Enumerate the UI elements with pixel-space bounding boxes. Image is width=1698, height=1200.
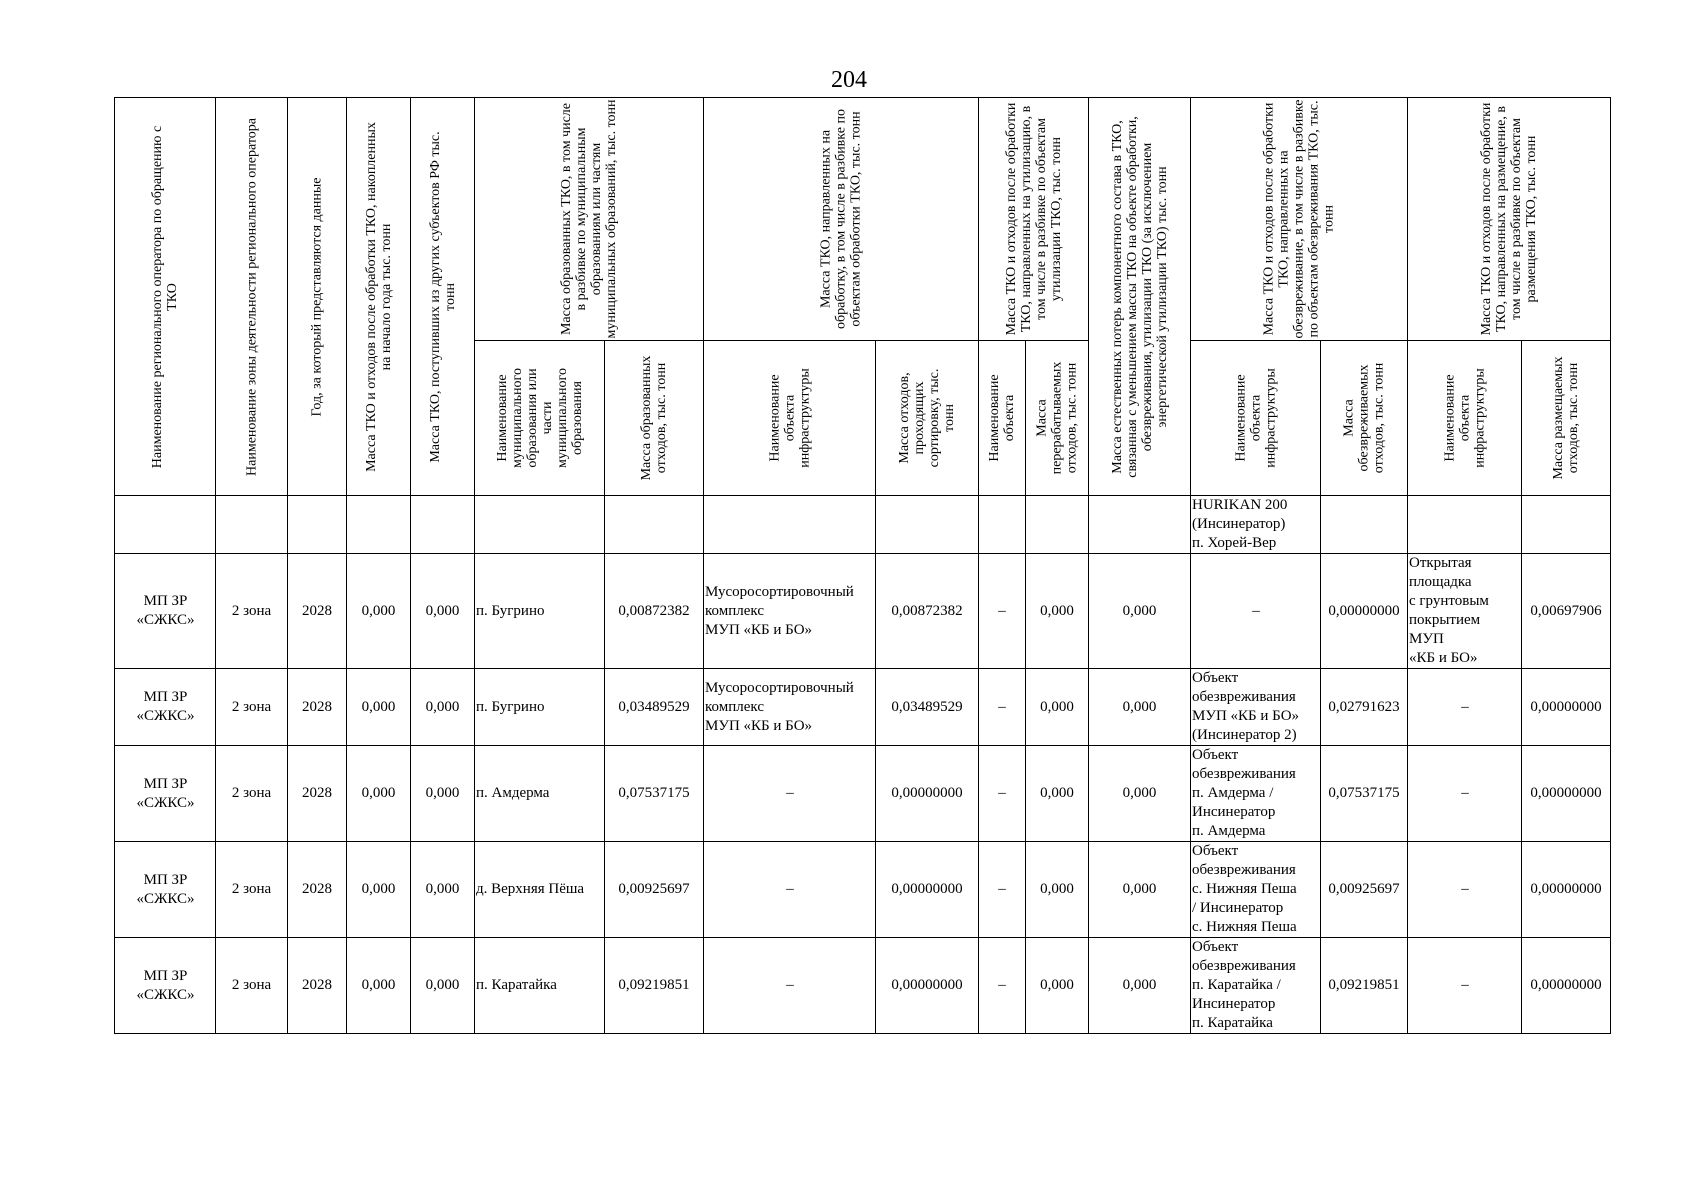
cell-from-regions: 0,000 <box>411 669 475 746</box>
cell-losses: 0,000 <box>1089 938 1191 1034</box>
table-row <box>115 669 1611 746</box>
cell-from-regions: 0,000 <box>411 554 475 669</box>
continuation-row <box>115 496 1611 554</box>
cell-accumulated: 0,000 <box>347 938 411 1034</box>
cell-from-regions: 0,000 <box>411 938 475 1034</box>
header-processing-mass: Масса отходов, проходящих сортировку, тыс. тонн <box>876 341 979 496</box>
cell-utilization-name: – <box>979 938 1026 1034</box>
cell-zone: 2 зона <box>216 938 288 1034</box>
table-row <box>115 842 1611 938</box>
cell-utilization-mass: 0,000 <box>1026 746 1089 842</box>
cell-disposal-mass: 0,00000000 <box>1522 746 1611 842</box>
header-processing-name: Наименование объекта инфраструктуры <box>704 341 876 496</box>
cell-losses: 0,000 <box>1089 554 1191 669</box>
cell-neutralization-mass: 0,00925697 <box>1321 842 1408 938</box>
cell-neutralization-mass: 0,02791623 <box>1321 669 1408 746</box>
cell-accumulated: 0,000 <box>347 842 411 938</box>
header-losses: Масса естественных потерь компонентного состава в ТКО, связанная с уменьшением массы ТКО на объекте обработки, обезвреживания, утилизации ТКО (за исключением энергетической утилизации ТКО) тыс. тонн <box>1089 98 1191 496</box>
cell-utilization-name: – <box>979 746 1026 842</box>
header-processing: Масса ТКО, направленных на обработку, в том числе в разбивке по объектам обработки ТКО, тыс. тонн <box>704 98 979 341</box>
cell-disposal-name: – <box>1408 938 1522 1034</box>
cell-settlement: д. Верхняя Пёша <box>475 842 605 938</box>
cell-neutralization-name: Объект обезвреживания п. Каратайка / Инсинератор п. Каратайка <box>1191 938 1321 1034</box>
header-formed: Масса образованных ТКО, в том числе в разбивке по муниципальным образованиям или частям муниципальных образований, тыс. тонн <box>475 98 704 341</box>
cell-zone: 2 зона <box>216 669 288 746</box>
cell-disposal-mass: 0,00000000 <box>1522 669 1611 746</box>
cell-losses: 0,000 <box>1089 842 1191 938</box>
header-neutralization: Масса ТКО и отходов после обработки ТКО, направленных на обезвреживание, в том числе в разбивке по объектам обезвреживания ТКО, тыс. тонн <box>1191 98 1408 341</box>
cell-disposal-name: – <box>1408 746 1522 842</box>
cell-from-regions: 0,000 <box>411 746 475 842</box>
cell-formed-mass: 0,00872382 <box>605 554 704 669</box>
header-formed-mass: Масса образованных отходов, тыс. тонн <box>605 341 704 496</box>
cell-zone: 2 зона <box>216 746 288 842</box>
cell-utilization-name: – <box>979 554 1026 669</box>
cell-formed-mass: 0,03489529 <box>605 669 704 746</box>
waste-flow-table <box>114 97 1611 1034</box>
cell-operator: МП ЗР «СЖКС» <box>115 842 216 938</box>
table-row <box>115 938 1611 1034</box>
header-zone: Наименование зоны деятельности регионального оператора <box>216 98 288 496</box>
cell-disposal-name: Открытая площадка с грунтовым покрытием МУП «КБ и БО» <box>1408 554 1522 669</box>
cell-settlement: п. Бугрино <box>475 669 605 746</box>
cell-year: 2028 <box>288 554 347 669</box>
cell-processing-mass: 0,00000000 <box>876 842 979 938</box>
cell-processing-name: – <box>704 938 876 1034</box>
cell-processing-mass: 0,00872382 <box>876 554 979 669</box>
cell-disposal-mass: 0,00000000 <box>1522 938 1611 1034</box>
cell-processing-name: – <box>704 746 876 842</box>
cell-processing-mass: 0,03489529 <box>876 669 979 746</box>
header-accumulated: Масса ТКО и отходов после обработки ТКО, накопленных на начало года тыс. тонн <box>347 98 411 496</box>
cell-operator: МП ЗР «СЖКС» <box>115 938 216 1034</box>
cell-year: 2028 <box>288 746 347 842</box>
cell-processing-name: – <box>704 842 876 938</box>
cell-formed-mass: 0,09219851 <box>605 938 704 1034</box>
cell-neutralization-name: Объект обезвреживания с. Нижняя Пеша / Инсинератор с. Нижняя Пеша <box>1191 842 1321 938</box>
cell-losses: 0,000 <box>1089 746 1191 842</box>
cell-year: 2028 <box>288 842 347 938</box>
header-neutralization-name: Наименование объекта инфраструктуры <box>1191 341 1321 496</box>
header-disposal: Масса ТКО и отходов после обработки ТКО, направленных на размещение, в том числе в разбивке по объектам размещения ТКО, тыс. тонн <box>1408 98 1611 341</box>
continuation-neutralization-name: HURIKAN 200 (Инсинератор) п. Хорей-Вер <box>1191 496 1321 554</box>
cell-operator: МП ЗР «СЖКС» <box>115 554 216 669</box>
cell-disposal-name: – <box>1408 842 1522 938</box>
header-formed-name: Наименование муниципального образования или части муниципального образования <box>475 341 605 496</box>
cell-disposal-mass: 0,00697906 <box>1522 554 1611 669</box>
cell-utilization-name: – <box>979 669 1026 746</box>
cell-formed-mass: 0,00925697 <box>605 842 704 938</box>
cell-neutralization-mass: 0,09219851 <box>1321 938 1408 1034</box>
cell-processing-mass: 0,00000000 <box>876 938 979 1034</box>
cell-accumulated: 0,000 <box>347 746 411 842</box>
header-utilization: Масса ТКО и отходов после обработки ТКО, направленных на утилизацию, в том числе в разбивке по объектам утилизации ТКО, тыс. тонн <box>979 98 1089 341</box>
cell-neutralization-name: – <box>1191 554 1321 669</box>
header-utilization-mass: Масса перерабатываемых отходов, тыс. тонн <box>1026 341 1089 496</box>
header-from-regions: Масса ТКО, поступивших из других субъектов РФ тыс. тонн <box>411 98 475 496</box>
cell-disposal-mass: 0,00000000 <box>1522 842 1611 938</box>
cell-zone: 2 зона <box>216 842 288 938</box>
cell-accumulated: 0,000 <box>347 554 411 669</box>
cell-operator: МП ЗР «СЖКС» <box>115 669 216 746</box>
cell-utilization-name: – <box>979 842 1026 938</box>
header-disposal-mass: Масса размещаемых отходов, тыс. тонн <box>1522 341 1611 496</box>
cell-processing-name: Мусоросортировочный комплекс МУП «КБ и БО» <box>704 554 876 669</box>
header-operator: Наименование регионального оператора по обращению с ТКО <box>115 98 216 496</box>
cell-neutralization-mass: 0,00000000 <box>1321 554 1408 669</box>
cell-losses: 0,000 <box>1089 669 1191 746</box>
cell-neutralization-name: Объект обезвреживания МУП «КБ и БО» (Инсинератор 2) <box>1191 669 1321 746</box>
cell-settlement: п. Каратайка <box>475 938 605 1034</box>
table-row <box>115 746 1611 842</box>
cell-neutralization-mass: 0,07537175 <box>1321 746 1408 842</box>
header-neutralization-mass: Масса обезвреживаемых отходов, тыс. тонн <box>1321 341 1408 496</box>
cell-utilization-mass: 0,000 <box>1026 938 1089 1034</box>
cell-neutralization-name: Объект обезвреживания п. Амдерма / Инсинератор п. Амдерма <box>1191 746 1321 842</box>
cell-utilization-mass: 0,000 <box>1026 554 1089 669</box>
cell-year: 2028 <box>288 938 347 1034</box>
cell-from-regions: 0,000 <box>411 842 475 938</box>
header-year: Год, за который представляются данные <box>288 98 347 496</box>
cell-accumulated: 0,000 <box>347 669 411 746</box>
cell-utilization-mass: 0,000 <box>1026 669 1089 746</box>
cell-utilization-mass: 0,000 <box>1026 842 1089 938</box>
header-disposal-name: Наименование объекта инфраструктуры <box>1408 341 1522 496</box>
cell-settlement: п. Бугрино <box>475 554 605 669</box>
table-row <box>115 554 1611 669</box>
page-number: 204 <box>831 67 867 93</box>
header-utilization-name: Наименование объекта <box>979 341 1026 496</box>
cell-operator: МП ЗР «СЖКС» <box>115 746 216 842</box>
cell-settlement: п. Амдерма <box>475 746 605 842</box>
cell-year: 2028 <box>288 669 347 746</box>
cell-formed-mass: 0,07537175 <box>605 746 704 842</box>
cell-zone: 2 зона <box>216 554 288 669</box>
cell-disposal-name: – <box>1408 669 1522 746</box>
cell-processing-mass: 0,00000000 <box>876 746 979 842</box>
cell-processing-name: Мусоросортировочный комплекс МУП «КБ и БО» <box>704 669 876 746</box>
